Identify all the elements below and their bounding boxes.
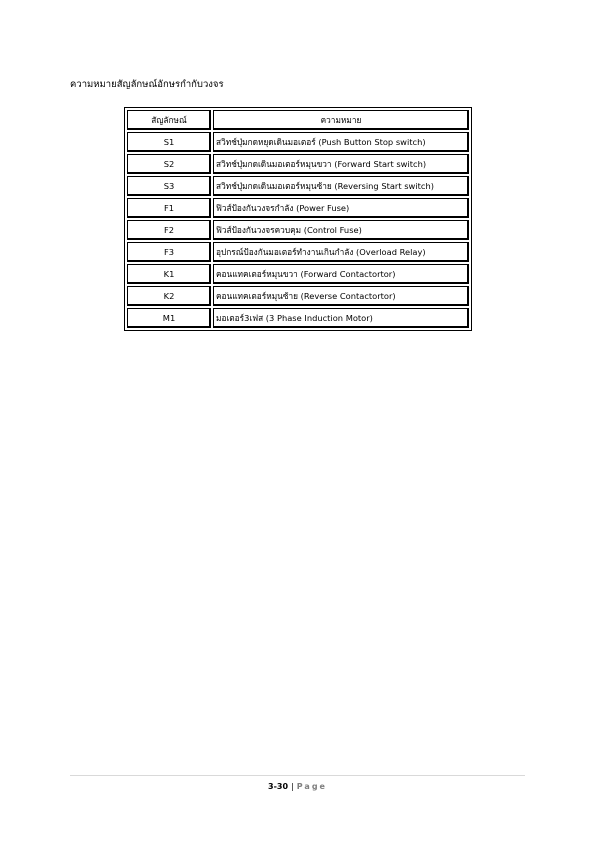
footer-separator: | [291,782,294,791]
page-footer [0,782,595,791]
meaning-cell: คอนแทคเตอร์หมุนซ้าย (Reverse Contactortor) [213,286,469,306]
header-meaning: ความหมาย [213,110,469,130]
meaning-cell: มอเตอร์3เฟส (3 Phase Induction Motor) [213,308,469,328]
meaning-cell: ฟิวส์ป้องกันวงจรควบคุม (Control Fuse) [213,220,469,240]
symbol-cell: S3 [127,176,211,196]
table-row [127,154,469,174]
meaning-cell: คอนแทคเตอร์หมุนขวา (Forward Contactortor) [213,264,469,284]
symbol-cell: M1 [127,308,211,328]
symbol-cell: F2 [127,220,211,240]
table-row [127,286,469,306]
section-heading: ความหมายสัญลักษณ์อักษรกำกับวงจร [70,79,224,90]
table-row [127,264,469,284]
table-row [127,132,469,152]
meaning-cell: สวิทช์ปุ่มกดเดินมอเตอร์หมุนซ้าย (Reversing Start switch) [213,176,469,196]
table-row [127,220,469,240]
table-row [127,176,469,196]
symbol-cell: K1 [127,264,211,284]
table-row [127,198,469,218]
meaning-cell: ฟิวส์ป้องกันวงจรกำลัง (Power Fuse) [213,198,469,218]
table-row [127,308,469,328]
symbol-legend-table [124,107,472,331]
symbol-cell: S2 [127,154,211,174]
table-header-row [127,110,469,130]
header-symbol: สัญลักษณ์ [127,110,211,130]
page-number: 3-30 [268,782,289,791]
symbol-cell: F3 [127,242,211,262]
meaning-cell: สวิทช์ปุ่มกดหยุดเดินมอเตอร์ (Push Button Stop switch) [213,132,469,152]
meaning-cell: อุปกรณ์ป้องกันมอเตอร์ทำงานเกินกำลัง (Overload Relay) [213,242,469,262]
symbol-cell: K2 [127,286,211,306]
page-label: Page [296,782,327,791]
table-row [127,242,469,262]
symbol-cell: S1 [127,132,211,152]
symbol-cell: F1 [127,198,211,218]
footer-divider [70,775,525,776]
meaning-cell: สวิทช์ปุ่มกดเดินมอเตอร์หมุนขวา (Forward Start switch) [213,154,469,174]
